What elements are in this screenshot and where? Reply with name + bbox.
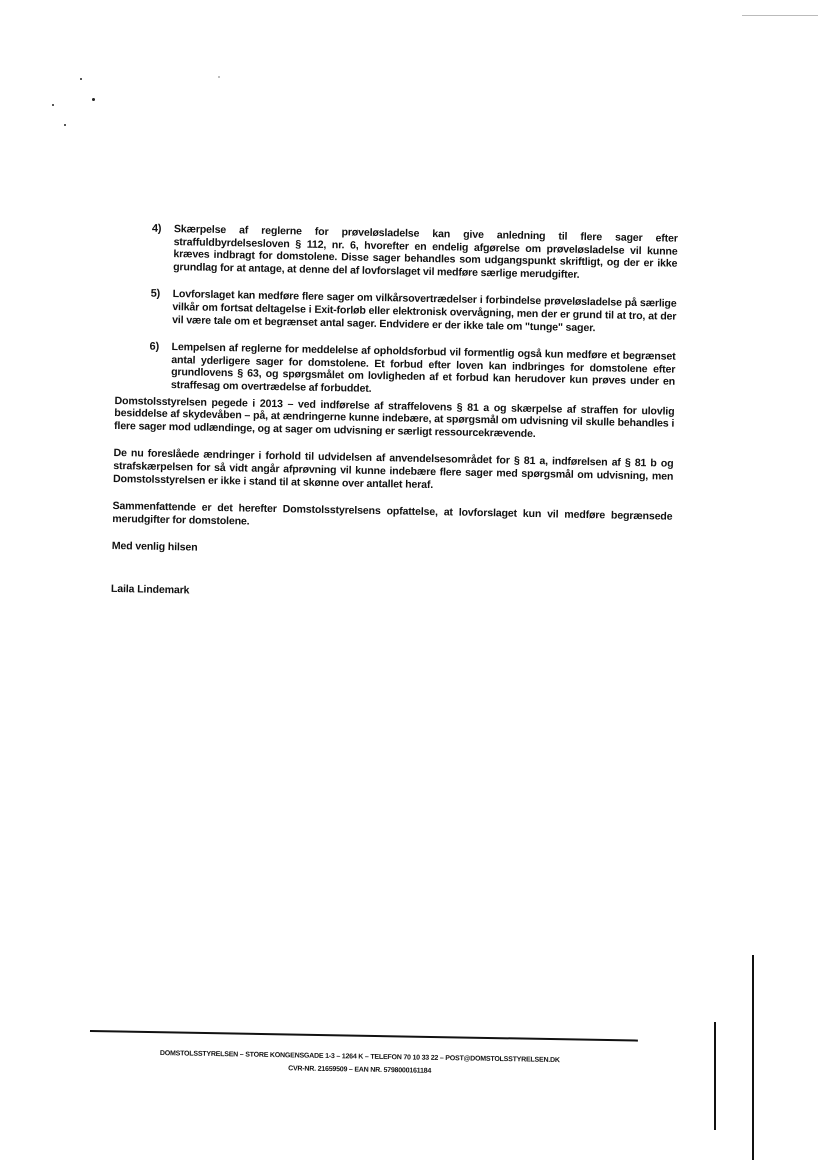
item-number: 6) [149,340,160,353]
item-number: 5) [150,288,161,301]
body-paragraph: De nu foreslåede ændringer i forhold til udvidelsen af anvendelsesområdet for § 81 a, indførelsen af § 81 b og strafskærpelsen for så vidt angår afprøvning vil kunne indebære flere sager med spørgsmål om udvisning, men Domstolsstyrelsen er ikke i stand til at skønne over antallet heraf. [112,447,674,491]
scan-edge-line [752,955,754,1160]
letterhead-footer [100,1046,620,1081]
footer-rule [90,1030,638,1042]
item-number: 4) [151,222,162,235]
scan-edge-line [714,1022,716,1130]
footer-registration: CVR-NR. 21659509 – EAN NR. 5798000161184 [288,1065,432,1075]
scan-speck [80,78,82,80]
scan-speck [64,124,66,126]
item-text: Lempelsen af reglerne for meddelelse af opholdsforbud vil formentlig også kun medføre et begrænset antal yderligere sager for domstolene. Et forbud efter loven kan indbringes for domstolene efter grundlovens § 63, og spørgsmålet om lovligheden af et forbud kan herudover kun prøves under en straffesag om overtrædelse af forbuddet. [170,341,676,395]
body-paragraph: Sammenfattende er det herefter Domstolsstyrelsens opfattelse, at lovforslaget kun vil medføre begrænsede merudgifter for domstolene. [112,500,673,528]
signature-name: Laila Lindemark [110,582,190,597]
footer-address: DOMSTOLSSTYRELSEN – STORE KONGENSGADE 1-3 – 1264 K – TELEFON 70 10 33 22 – POST@DOMSTOLSSTYRELSEN.DK [159,1050,560,1065]
body-paragraph: Domstolsstyrelsen pegede i 2013 – ved indførelse af straffelovens § 81 a og skærpelse af straffen for ulovlig besiddelse af skydevåben – på, at ændringerne kunne indebære, at spørgsmål om udvisning vil skulle behandles i flere sager mod udlændinge, og at sager om udvisning er særligt ressourcekrævende. [113,394,675,440]
scan-speck [52,104,54,106]
letter-body [111,222,678,606]
scan-edge-line [742,15,818,16]
item-text: Skærpelse af reglerne for prøveløsladelse kan give anledning til flere sager efter straffuldbyrdelsesloven § 112, nr. 6, hvorefter en endelig afgørelse om prøveløsladelse vil kunne kræves indbragt for domstolene. Disse sager behandles som udgangspunkt skriftligt, og der er ikke grundlag for at antage, at denne del af lovforslaget vil medføre særlige merudgifter. [173,223,678,281]
scan-speck [92,98,95,101]
numbered-item [117,222,678,283]
numbered-item [116,287,677,336]
item-text: Lovforslaget kan medføre flere sager om vilkårsovertrædelser i forbindelse prøveløsladelse på særlige vilkår om fortsat deltagelse i Exit-forløb eller elektronisk overvågning, men der er grund til at tro, at der vil være tale om et begrænset antal sager. Endvidere er der ikke tale om "tunge" sager. [172,288,677,334]
numbered-item [115,340,676,401]
scan-speck [218,76,220,78]
closing-greeting: Med venlig hilsen [111,540,198,554]
